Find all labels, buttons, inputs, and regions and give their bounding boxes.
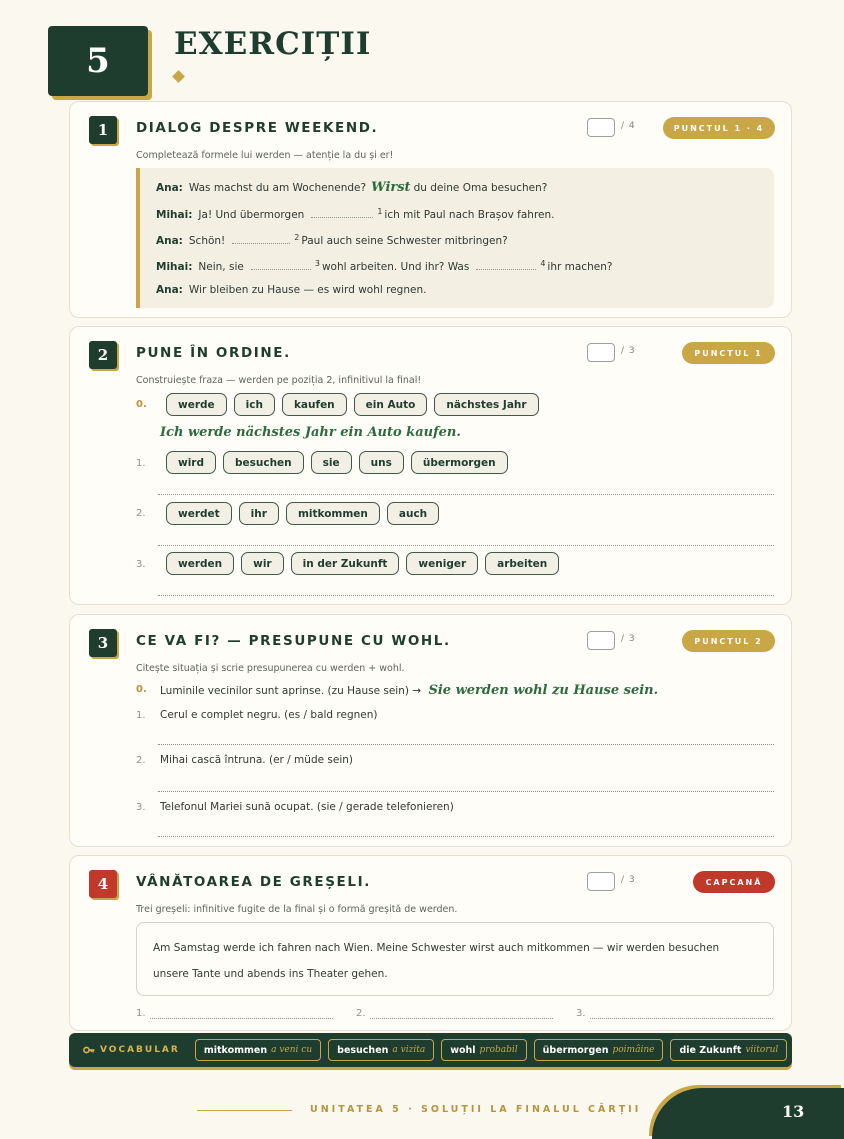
vocabulary-bar xyxy=(69,1033,792,1067)
situation-item: Cerul e complet negru. (es / bald regnen) xyxy=(160,709,378,721)
key-icon xyxy=(83,1044,95,1056)
row-label: 1. xyxy=(136,710,146,721)
word-chip-row xyxy=(166,393,539,416)
word-chip[interactable]: werden xyxy=(166,552,234,575)
answer-line[interactable] xyxy=(158,744,774,745)
word-chip-row xyxy=(166,451,508,474)
answer-line[interactable] xyxy=(158,494,774,495)
vocab-chip: übermorgen poimâine xyxy=(534,1039,664,1061)
answer-blank[interactable] xyxy=(476,260,536,270)
page-number: 13 xyxy=(782,1102,805,1121)
grammar-point-tag: PUNCTUL 2 xyxy=(682,630,775,652)
word-chip[interactable]: werde xyxy=(166,393,227,416)
word-chip[interactable]: uns xyxy=(359,451,404,474)
error-text-line: unsere Tante und abends ins Theater gehen. xyxy=(153,968,388,980)
answer-blank[interactable] xyxy=(232,234,290,244)
error-text-box xyxy=(136,922,774,996)
example-answer: Ich werde nächstes Jahr ein Auto kaufen. xyxy=(160,425,461,440)
word-chip[interactable]: kaufen xyxy=(282,393,347,416)
page-title: EXERCIȚII xyxy=(174,26,372,62)
situation-item: Telefonul Mariei sună ocupat. (sie / gerade telefonieren) xyxy=(160,801,454,813)
exercise-number: 3 xyxy=(89,629,117,657)
word-chip[interactable]: in der Zukunft xyxy=(291,552,400,575)
word-chip-row xyxy=(166,502,439,525)
speaker: Ana: xyxy=(156,182,183,194)
exercise-title: DIALOG DESPRE WEEKEND. xyxy=(136,120,379,136)
answer-line[interactable] xyxy=(158,545,774,546)
word-chip[interactable]: mitkommen xyxy=(286,502,380,525)
situation-item: Luminile vecinilor sunt aprinse. (zu Hause sein) → Sie werden wohl zu Hause sein. xyxy=(160,683,659,698)
score-max: / 4 xyxy=(621,121,636,131)
exercise-instruction: Construiește fraza — werden pe poziția 2, infinitivul la final! xyxy=(136,375,422,386)
dialog-line: Mihai: Ja! Und übermorgen 1 ich mit Paul nach Brașov fahren. xyxy=(156,207,555,221)
exercise-title: CE VA FI? — PRESUPUNE CU WOHL. xyxy=(136,633,451,649)
exercise-title: PUNE ÎN ORDINE. xyxy=(136,345,291,361)
row-label: 2. xyxy=(136,508,146,519)
exercise-number: 4 xyxy=(89,870,117,898)
speaker: Mihai: xyxy=(156,209,193,221)
exercise-number: 2 xyxy=(89,341,117,369)
speaker: Ana: xyxy=(156,235,183,247)
word-chip[interactable]: sie xyxy=(311,451,352,474)
correction-blank[interactable]: 2. xyxy=(356,1008,553,1019)
word-chip[interactable]: wir xyxy=(241,552,283,575)
vocab-chip: die Zukunft viitorul xyxy=(670,1039,787,1061)
speaker: Ana: xyxy=(156,284,183,296)
word-chip[interactable]: arbeiten xyxy=(485,552,559,575)
row-label: 0. xyxy=(136,684,147,695)
score-max: / 3 xyxy=(621,346,636,356)
answer-blank[interactable] xyxy=(311,208,373,218)
grammar-point-tag: PUNCTUL 1 xyxy=(682,342,775,364)
exercise-number: 1 xyxy=(89,116,117,144)
score-input[interactable] xyxy=(587,631,615,650)
score-max: / 3 xyxy=(621,875,636,885)
word-chip[interactable]: auch xyxy=(387,502,439,525)
grammar-point-tag: PUNCTUL 1 · 4 xyxy=(663,117,775,139)
correction-blank[interactable]: 1. xyxy=(136,1008,333,1019)
exercise-instruction: Completează formele lui werden — atenție la du și er! xyxy=(136,150,394,161)
exercise-3-card xyxy=(69,614,792,847)
score-input[interactable] xyxy=(587,343,615,362)
chapter-number-badge xyxy=(48,26,148,96)
exercise-title: VÂNĂTOAREA DE GREȘELI. xyxy=(136,874,371,890)
row-label: 2. xyxy=(136,755,146,766)
speaker: Mihai: xyxy=(156,261,193,273)
vocab-chip: besuchen a vizita xyxy=(328,1039,434,1061)
word-chip[interactable]: übermorgen xyxy=(411,451,508,474)
score-max: / 3 xyxy=(621,634,636,644)
word-chip[interactable]: weniger xyxy=(406,552,478,575)
word-chip[interactable]: ich xyxy=(234,393,275,416)
score-input[interactable] xyxy=(587,118,615,137)
exercise-4-card xyxy=(69,855,792,1031)
answer-line[interactable] xyxy=(158,595,774,596)
row-label: 3. xyxy=(136,802,146,813)
exercise-instruction: Trei greșeli: infinitive fugite de la final și o formă greșită de werden. xyxy=(136,904,458,915)
word-chip[interactable]: wird xyxy=(166,451,216,474)
row-label: 0. xyxy=(136,399,147,410)
word-chip[interactable]: besuchen xyxy=(223,451,304,474)
footer-text: UNITATEA 5 · SOLUȚII LA FINALUL CĂRȚII xyxy=(310,1104,642,1115)
word-chip-row xyxy=(166,552,559,575)
dialog-box xyxy=(136,168,774,308)
dialog-line: Ana: Wir bleiben zu Hause — es wird wohl regnen. xyxy=(156,284,427,296)
dialog-line: Ana: Was machst du am Wochenende? Wirst du deine Oma besuchen? xyxy=(156,180,548,195)
word-chip[interactable]: nächstes Jahr xyxy=(434,393,538,416)
vocabulary-title: VOCABULAR xyxy=(83,1044,180,1056)
exercise-1-card xyxy=(69,101,792,318)
chapter-number: 5 xyxy=(86,41,110,81)
vocab-chip: mitkommen a veni cu xyxy=(195,1039,321,1061)
diamond-icon xyxy=(172,70,185,83)
word-chip[interactable]: ihr xyxy=(239,502,279,525)
score-input[interactable] xyxy=(587,872,615,891)
answer-blank[interactable] xyxy=(251,260,311,270)
trap-tag: CAPCANĂ xyxy=(693,871,775,893)
exercise-instruction: Citește situația și scrie presupunerea cu werden + wohl. xyxy=(136,663,405,674)
exercise-2-card xyxy=(69,326,792,605)
dialog-line: Mihai: Nein, sie 3 wohl arbeiten. Und ihr? Was 4 ihr machen? xyxy=(156,259,613,273)
word-chip[interactable]: werdet xyxy=(166,502,232,525)
word-chip[interactable]: ein Auto xyxy=(354,393,428,416)
footer-divider xyxy=(197,1110,292,1111)
answer-line[interactable] xyxy=(158,836,774,837)
example-answer: Wirst xyxy=(371,180,411,195)
example-answer: Sie werden wohl zu Hause sein. xyxy=(428,683,659,698)
row-label: 1. xyxy=(136,458,146,469)
dialog-line: Ana: Schön! 2 Paul auch seine Schwester mitbringen? xyxy=(156,233,508,247)
correction-blank[interactable]: 3. xyxy=(576,1008,773,1019)
page-number-tab xyxy=(652,1088,844,1139)
error-text-line: Am Samstag werde ich fahren nach Wien. Meine Schwester wirst auch mitkommen — wir werden besuchen xyxy=(153,942,720,954)
vocab-chip: wohl probabil xyxy=(441,1039,526,1061)
answer-line[interactable] xyxy=(158,791,774,792)
row-label: 3. xyxy=(136,559,146,570)
situation-item: Mihai cască întruna. (er / müde sein) xyxy=(160,754,353,766)
